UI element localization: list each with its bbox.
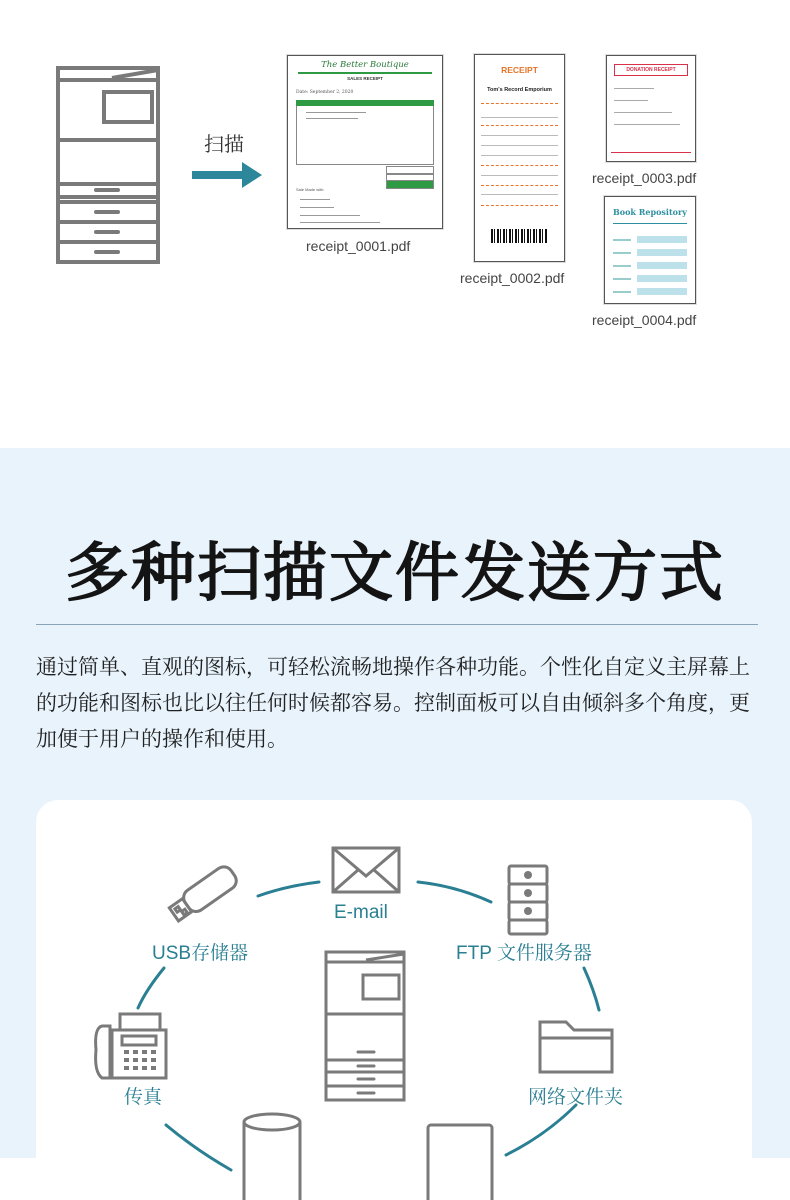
receipt-document <box>474 54 565 262</box>
connector-arc <box>418 882 491 902</box>
dashed-rule <box>481 103 558 104</box>
footer-rule <box>611 152 691 153</box>
file-label: receipt_0004.pdf <box>592 312 697 328</box>
connector-arc <box>258 882 319 896</box>
store-name: Tom's Record Emporium <box>487 87 552 93</box>
page-title: 多种扫描文件发送方式 <box>65 537 725 609</box>
field-label <box>613 291 631 293</box>
scan-label: 扫描 <box>204 134 244 156</box>
field-cell <box>637 262 687 269</box>
receipt-row <box>481 117 558 118</box>
sale-made-with: Sale Made with: <box>296 187 325 192</box>
receipt-row <box>614 124 680 125</box>
brand-bar <box>298 72 432 74</box>
printer-icon <box>326 952 404 1100</box>
arrow-right-icon <box>192 160 264 190</box>
receipt-row <box>481 175 558 176</box>
receipt-date: Date: September 2, 2020 <box>296 90 354 95</box>
printer-icon <box>52 62 164 267</box>
destination-label-usb: USB存储器 <box>152 943 249 964</box>
receipt-row <box>481 145 558 146</box>
destination-label-ftp: FTP 文件服务器 <box>456 943 592 964</box>
dashed-rule <box>481 205 558 206</box>
dashed-rule <box>481 185 558 186</box>
email-icon <box>333 848 399 892</box>
receipt-title: Book Repository <box>613 207 687 217</box>
connector-arc <box>166 1125 231 1170</box>
title-rule <box>613 223 687 224</box>
monitor-icon <box>428 1125 492 1200</box>
payment-line <box>300 215 360 216</box>
file-label: receipt_0003.pdf <box>592 170 697 186</box>
destinations-diagram <box>36 800 752 1200</box>
file-label: receipt_0002.pdf <box>460 270 565 286</box>
field-label <box>613 239 631 241</box>
dashed-rule <box>481 165 558 166</box>
table-body <box>296 106 434 165</box>
receipt-brand: The Better Boutique <box>321 60 409 70</box>
receipt-row <box>481 135 558 136</box>
folder-icon <box>540 1022 612 1072</box>
database-icon <box>244 1114 300 1200</box>
connector-arc <box>138 968 164 1008</box>
payment-line <box>300 207 334 208</box>
barcode <box>491 229 547 243</box>
receipt-row <box>481 155 558 156</box>
receipt-document <box>287 55 443 229</box>
field-label <box>613 265 631 267</box>
item-line <box>306 118 358 119</box>
payment-line <box>300 222 380 223</box>
destination-label-network: 网络文件夹 <box>528 1087 624 1108</box>
item-line <box>306 112 366 113</box>
field-label <box>613 278 631 280</box>
field-cell <box>637 288 687 295</box>
usb-icon <box>167 863 240 924</box>
receipt-document <box>606 55 696 162</box>
connector-arc <box>506 1105 576 1155</box>
destination-label-email: E-mail <box>334 902 388 923</box>
description-text: 通过简单、直观的图标，可轻松流畅地操作各种功能。个性化自定义主屏幕上的功能和图标也比以往任何时候都容易。控制面板可以自由倾斜多个角度，更加便于用户的操作和使用。 <box>36 656 750 751</box>
receipt-document <box>604 196 696 304</box>
fax-icon <box>96 1014 166 1078</box>
field-cell <box>637 236 687 243</box>
receipt-row <box>614 112 672 113</box>
destination-label-fax: 传真 <box>124 1087 163 1108</box>
server-icon <box>509 866 547 934</box>
receipt-row <box>614 88 654 89</box>
destinations-card <box>36 800 752 1200</box>
payment-line <box>300 199 330 200</box>
scan-section <box>0 0 790 448</box>
connector-arc <box>584 968 599 1010</box>
receipt-title: RECEIPT <box>501 65 538 75</box>
receipt-row <box>614 100 648 101</box>
dashed-rule <box>481 125 558 126</box>
field-label <box>613 252 631 254</box>
file-label: receipt_0001.pdf <box>306 238 411 254</box>
divider <box>36 624 758 625</box>
receipt-subtitle: SALES RECEIPT <box>347 76 383 81</box>
field-cell <box>637 249 687 256</box>
receipt-title: DONATION RECEIPT <box>614 64 688 76</box>
field-cell <box>637 275 687 282</box>
receipt-row <box>481 194 558 195</box>
total-box <box>386 180 434 189</box>
